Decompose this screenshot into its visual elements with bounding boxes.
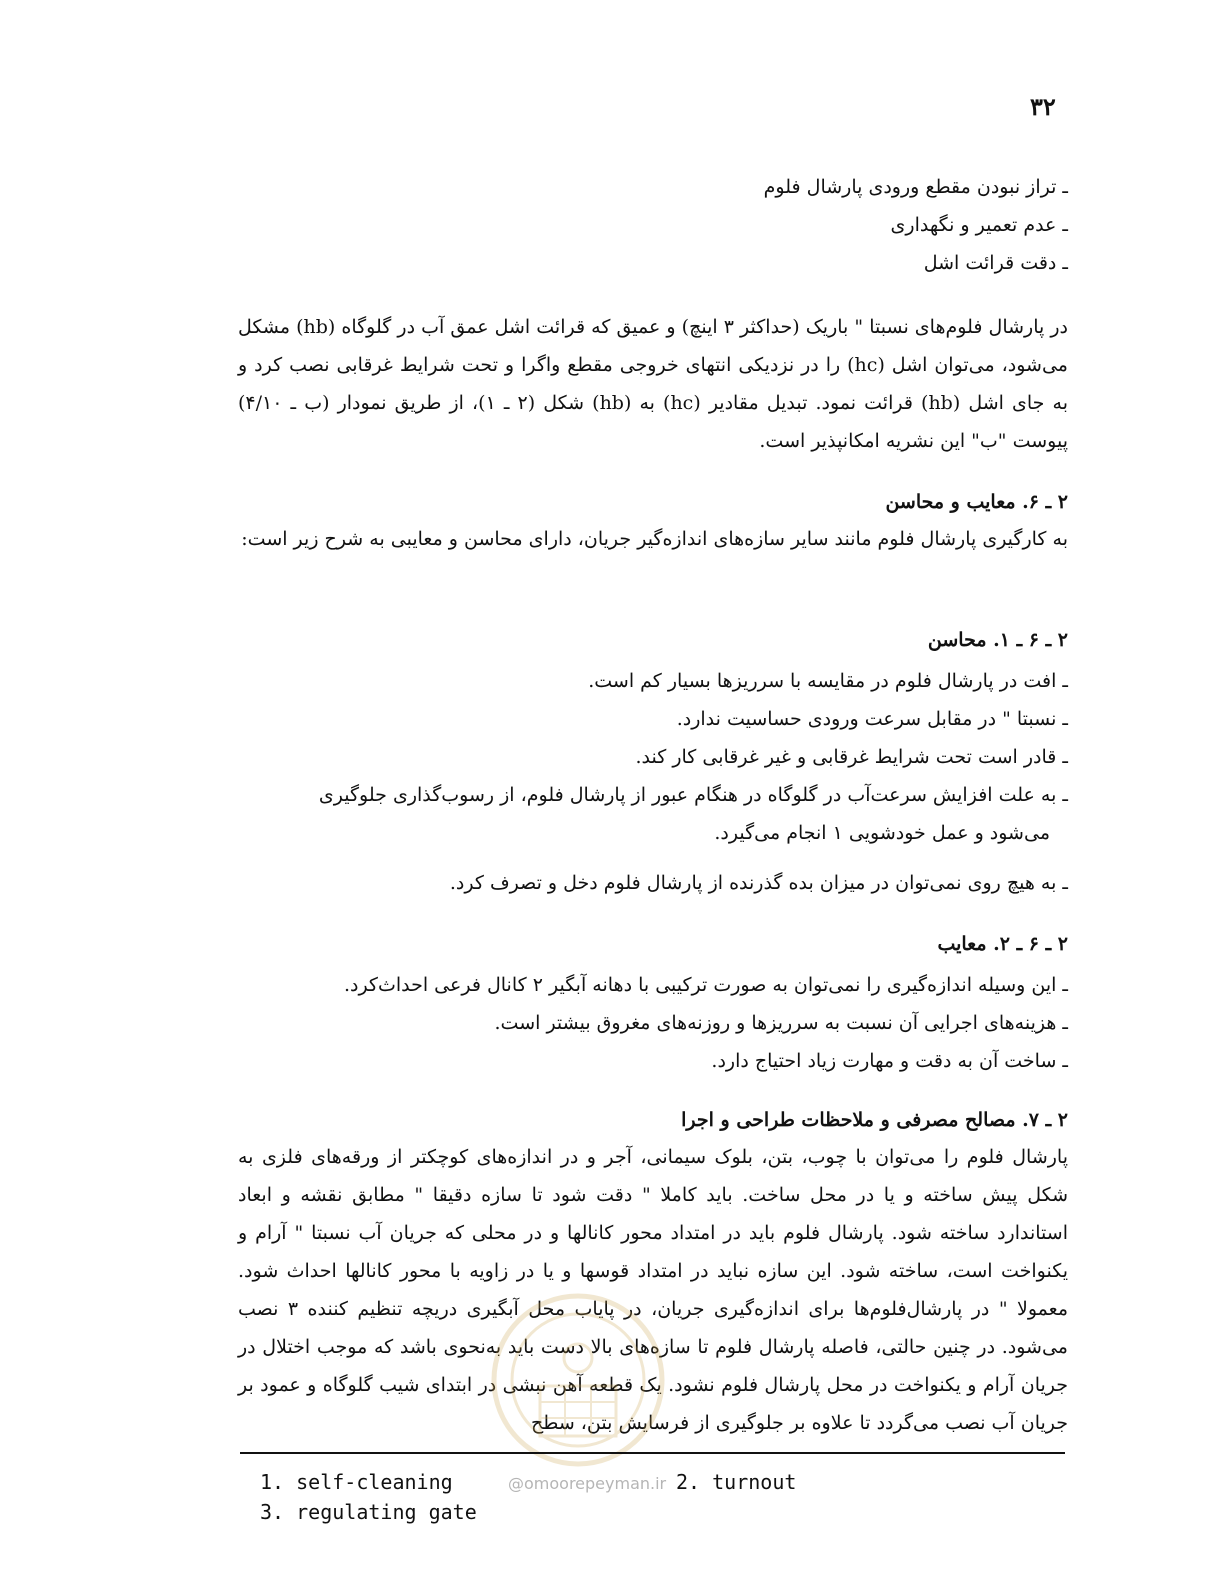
section-2-6 (238, 484, 1068, 558)
footnote-divider (240, 1452, 1065, 1454)
list-item: ـ افت در پارشال فلوم در مقایسه با سرریزها بسیار کم است. (588, 670, 1068, 692)
section-heading: ۲ ـ ۶. معایب و محاسن (885, 491, 1068, 513)
section-text: به کارگیری پارشال فلوم مانند سایر سازه‌های اندازه‌گیر جریان، دارای محاسن و معایبی به شرح زیر است: (241, 528, 1068, 550)
list-item: ـ به علت افزایش سرعت‌آب در گلوگاه در هنگام عبور از پارشال فلوم، از رسوب‌گذاری جلوگیری (318, 784, 1068, 806)
footnote-1: 1. self-cleaning (260, 1470, 453, 1494)
section-heading: ۲ ـ ۶ ـ ۱. محاسن (927, 629, 1068, 651)
list-item: ـ ساخت آن به دقت و مهارت زیاد احتیاج دارد. (711, 1050, 1068, 1072)
list-item: ـ هزینه‌های اجرایی آن نسبت به سرریزها و روزنه‌های مغروق بیشتر است. (494, 1012, 1068, 1034)
list-item: ـ دقت قرائت اشل (923, 252, 1068, 274)
intro-list (648, 168, 1068, 282)
list-item: ـ تراز نبودن مقطع ورودی پارشال فلوم (763, 176, 1068, 198)
list-item-continuation: می‌شود و عمل خودشویی ۱ انجام می‌گیرد. (714, 822, 1050, 844)
list-item: ـ این وسیله اندازه‌گیری را نمی‌توان به صورت ترکیبی با دهانه آبگیر ۲ کانال فرعی احداث‌کرد. (343, 974, 1068, 996)
section-text: پارشال فلوم را می‌توان با چوب، بتن، بلوک سیمانی، آجر و در اندازه‌های کوچکتر از ورقه‌های فلزی به شکل پیش ساخته و یا در محل ساخت. باید کاملا " دقت شود تا سازه دقیقا " مطابق نقشه و ابعاد استاندارد ساخته شود. پارشال فلوم باید در امتداد محور کانالها و در محلی که جریان آب نسبتا " آرام و یکنواخت است، ساخته شود. این سازه نباید در امتداد قوسها و یا در زاویه با محور کانالها احداث شود. معمولا " در پارشال‌فلوم‌ها برای اندازه‌گیری جریان، در پایاب محل آبگیری دریچه تنظیم کننده ۳ نصب می‌شود. در چنین حالتی، فاصله پارشال فلوم تا سازه‌های بالا دست باید به‌نحوی باشد که موجب اختلال در جریان آرام و یکنواخت در محل پارشال فلوم نشود. یک قطعه آهن نبشی در ابتدای شیب گلوگاه و عمود بر جریان آب نصب می‌گردد تا علاوه بر جلوگیری از فرسایش بتن، سطح (238, 1146, 1068, 1434)
watermark-seal-icon (488, 1290, 668, 1470)
list-item: ـ نسبتا " در مقابل سرعت ورودی حساسیت ندارد. (676, 708, 1068, 730)
page-number: ۳۲ (1030, 92, 1056, 121)
footnote-2: 2. turnout (676, 1470, 797, 1494)
section-heading: ۲ ـ ۶ ـ ۲. معایب (937, 933, 1068, 955)
section-2-6-1 (238, 622, 1068, 902)
footnote-3: 3. regulating gate (260, 1500, 477, 1524)
list-item: ـ عدم تعمیر و نگهداری (890, 214, 1068, 236)
list-item: ـ قادر است تحت شرایط غرقابی و غیر غرقابی کار کند. (635, 746, 1068, 768)
list-item: ـ به هیچ روی نمی‌توان در میزان بده گذرنده از پارشال فلوم دخل و تصرف کرد. (449, 872, 1068, 894)
paragraph-scale-reading: در پارشال فلوم‌های نسبتا " باریک (حداکثر ۳ اینچ) و عمیق که قرائت اشل عمق آب در گلوگاه (hb) مشکل می‌شود، می‌توان اشل (hc) را در نزدیکی انتهای خروجی مقطع واگرا و تحت شرایط غرقابی نصب کرد و به جای اشل (hb) قرائت نمود. تبدیل مقادیر (hc) به (hb) شکل (۲ ـ ۱)، از طریق نمودار (ب ـ ۴/۱۰) پیوست "ب" این نشریه امکانپذیر است. (238, 316, 1068, 452)
section-heading: ۲ ـ ۷. مصالح مصرفی و ملاحظات طراحی و اجرا (681, 1109, 1068, 1131)
section-2-6-2 (238, 926, 1068, 1080)
watermark-text: @omoorepeyman.ir (508, 1474, 667, 1493)
